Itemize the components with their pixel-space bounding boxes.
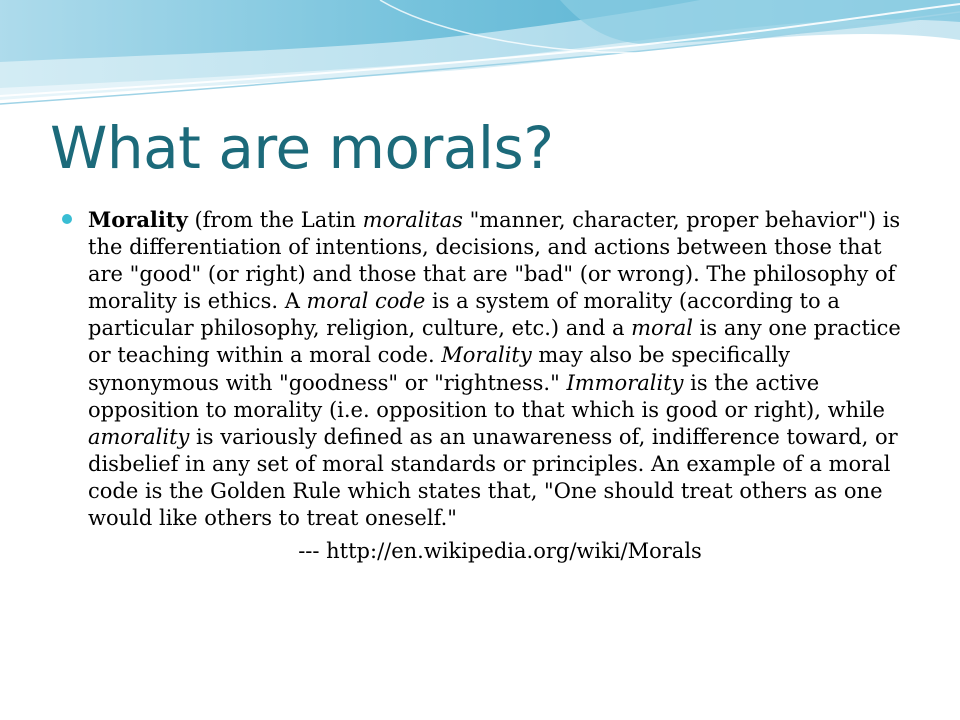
text-segment: may also be specifically synonymous with "goodness" or "rightness." (88, 343, 790, 395)
text-segment: (from the Latin (187, 208, 363, 232)
slide-title: What are morals? (50, 114, 554, 182)
term-amorality: amorality (88, 424, 190, 449)
term-moral-code: moral code (306, 289, 426, 314)
source-citation: --- http://en.wikipedia.org/wiki/Morals (298, 539, 702, 564)
term-immorality: Immorality (566, 370, 684, 395)
text-segment: is any one practice or teaching within a moral code. (88, 316, 901, 368)
text-segment: "manner, character, proper behavior") is the differentiation of intentions, decisions, and actions between those that are "good" (or right) and those that are "bad" (or wrong). The philosophy of morality is ethics. A (88, 208, 901, 314)
bullet-dot-icon (62, 214, 72, 224)
term-morality-italic: Morality (441, 343, 532, 368)
bullet-item (62, 206, 912, 532)
bullet-paragraph (88, 206, 912, 532)
text-segment: is the active opposition to morality (i.e. opposition to that which is good or right), while (88, 370, 885, 422)
slide-body (62, 206, 912, 565)
text-segment: is variously defined as an unawareness of, indifference toward, or disbelief in any set of moral standards or principles. An example of a moral code is the Golden Rule which states that, "One should treat others as one would like others to treat oneself." (88, 424, 898, 531)
term-moral: moral (631, 316, 693, 341)
text-segment: is a system of morality (according to a particular philosophy, religion, culture, etc.) and a (88, 289, 840, 341)
term-moralitas: moralitas (362, 208, 463, 232)
decorative-wave-header (0, 0, 960, 120)
term-morality: Morality (88, 207, 188, 232)
